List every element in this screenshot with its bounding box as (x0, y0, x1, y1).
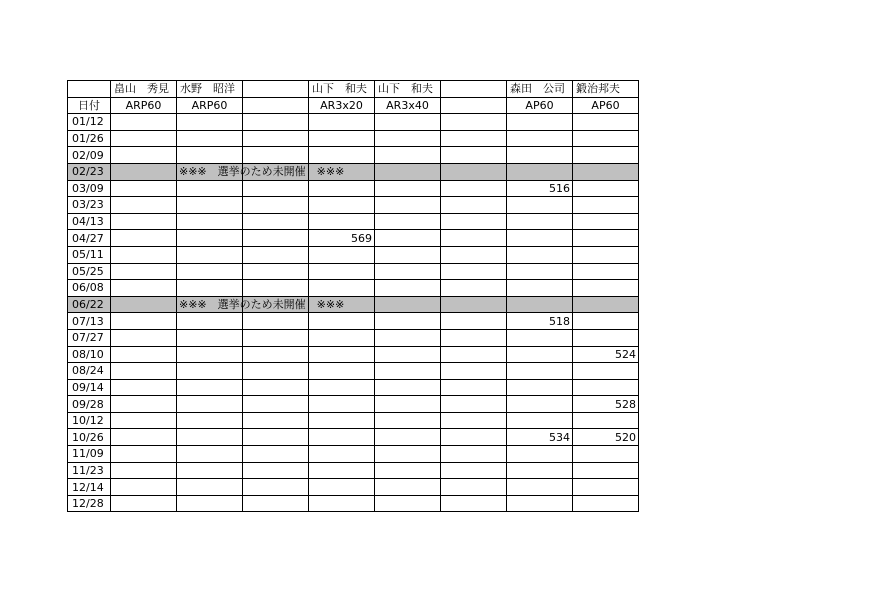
table-row (68, 147, 639, 164)
score-cell (177, 396, 243, 413)
score-cell (111, 429, 177, 446)
table-row (68, 230, 639, 247)
table-row (68, 263, 639, 280)
table-row (68, 280, 639, 297)
score-cell (507, 329, 573, 346)
score-cell (375, 296, 441, 313)
score-cell (243, 479, 309, 496)
score-cell (507, 446, 573, 463)
event-class-cell (441, 97, 507, 114)
score-cell (375, 263, 441, 280)
score-cell (375, 446, 441, 463)
score-cell (441, 429, 507, 446)
score-cell (111, 114, 177, 131)
date-cell: 03/09 (68, 180, 111, 197)
score-cell (507, 296, 573, 313)
score-cell (111, 379, 177, 396)
table-row (68, 412, 639, 429)
score-cell (573, 446, 639, 463)
score-cell (111, 479, 177, 496)
table-row (68, 246, 639, 263)
score-cell (573, 230, 639, 247)
score-cell: 524 (573, 346, 639, 363)
score-cell (111, 329, 177, 346)
score-cell (573, 462, 639, 479)
date-column-header: 日付 (68, 97, 111, 114)
score-cell (375, 313, 441, 330)
score-cell (507, 147, 573, 164)
shooter-name-cell: 山下 和夫 (309, 81, 375, 98)
score-cell (375, 197, 441, 214)
header-name-row (68, 81, 639, 98)
date-cell: 12/14 (68, 479, 111, 496)
score-cell (177, 246, 243, 263)
score-cell (309, 396, 375, 413)
score-cell (573, 495, 639, 512)
shooter-name-cell (441, 81, 507, 98)
score-cell (309, 412, 375, 429)
score-cell (375, 147, 441, 164)
score-cell (375, 495, 441, 512)
score-cell (243, 346, 309, 363)
score-cell (375, 396, 441, 413)
score-cell (573, 479, 639, 496)
date-cell: 03/23 (68, 197, 111, 214)
score-cell (309, 147, 375, 164)
score-cell (243, 213, 309, 230)
score-cell: 516 (507, 180, 573, 197)
score-cell: 569 (309, 230, 375, 247)
score-cell: 520 (573, 429, 639, 446)
score-cell (243, 329, 309, 346)
event-class-cell: AP60 (573, 97, 639, 114)
table-row (68, 429, 639, 446)
date-cell: 02/23 (68, 163, 111, 180)
table-row (68, 329, 639, 346)
table-row (68, 379, 639, 396)
score-cell (309, 246, 375, 263)
score-cell (243, 180, 309, 197)
score-cell (111, 296, 177, 313)
cancellation-notice-cell (177, 296, 345, 313)
score-cell (243, 280, 309, 297)
score-cell (441, 313, 507, 330)
score-cell (309, 363, 375, 380)
cancellation-notice-cell (177, 163, 345, 180)
shooter-name-cell: 水野 昭洋 (177, 81, 243, 98)
score-cell: 534 (507, 429, 573, 446)
event-class-cell (243, 97, 309, 114)
score-cell (177, 462, 243, 479)
score-cell (111, 180, 177, 197)
cancellation-notice: ※※※ 選挙のため未開催 ※※※ (179, 297, 345, 311)
score-cell (573, 263, 639, 280)
score-cell (309, 197, 375, 214)
date-cell: 06/08 (68, 280, 111, 297)
score-cell (243, 197, 309, 214)
score-cell (507, 280, 573, 297)
score-cell (243, 313, 309, 330)
score-cell (441, 180, 507, 197)
score-cell (375, 329, 441, 346)
score-cell (507, 412, 573, 429)
score-cell (111, 197, 177, 214)
date-cell: 01/26 (68, 130, 111, 147)
date-cell: 09/28 (68, 396, 111, 413)
score-cell (111, 346, 177, 363)
score-cell (243, 396, 309, 413)
score-cell (177, 412, 243, 429)
score-cell (441, 379, 507, 396)
score-cell (441, 147, 507, 164)
score-cell (177, 363, 243, 380)
score-cell (243, 263, 309, 280)
score-cell (111, 313, 177, 330)
score-cell (243, 429, 309, 446)
score-cell (177, 147, 243, 164)
score-cell (573, 313, 639, 330)
date-cell: 08/10 (68, 346, 111, 363)
score-cell (177, 230, 243, 247)
score-cell (375, 180, 441, 197)
score-cell (309, 313, 375, 330)
score-cell (441, 163, 507, 180)
score-cell (243, 412, 309, 429)
score-cell (441, 197, 507, 214)
score-cell (309, 180, 375, 197)
score-cell (441, 114, 507, 131)
table-row (68, 462, 639, 479)
cancellation-notice: ※※※ 選挙のため未開催 ※※※ (179, 164, 345, 178)
score-cell (573, 329, 639, 346)
score-cell (243, 130, 309, 147)
event-class-cell: AP60 (507, 97, 573, 114)
score-cell (177, 180, 243, 197)
score-cell (309, 346, 375, 363)
score-cell (243, 495, 309, 512)
score-cell (375, 246, 441, 263)
date-cell: 07/13 (68, 313, 111, 330)
date-cell: 10/12 (68, 412, 111, 429)
score-cell (507, 346, 573, 363)
event-class-cell: ARP60 (111, 97, 177, 114)
score-cell (441, 296, 507, 313)
table-row (68, 114, 639, 131)
score-cell (375, 280, 441, 297)
score-cell (441, 495, 507, 512)
score-cell (243, 147, 309, 164)
score-cell (177, 197, 243, 214)
score-cell (243, 462, 309, 479)
cancelled-row (68, 163, 639, 180)
score-cell (309, 114, 375, 131)
score-cell (441, 263, 507, 280)
score-cell (309, 379, 375, 396)
score-cell (177, 495, 243, 512)
score-cell (177, 313, 243, 330)
score-cell (309, 130, 375, 147)
score-cell (441, 346, 507, 363)
score-cell (309, 280, 375, 297)
score-cell (375, 163, 441, 180)
score-cell (111, 213, 177, 230)
date-cell: 11/09 (68, 446, 111, 463)
table-row (68, 479, 639, 496)
score-cell (177, 130, 243, 147)
score-cell (507, 495, 573, 512)
score-cell (111, 462, 177, 479)
score-cell (111, 130, 177, 147)
score-cell (441, 329, 507, 346)
score-cell (243, 446, 309, 463)
score-cell (111, 396, 177, 413)
score-cell (243, 230, 309, 247)
score-cell (309, 479, 375, 496)
score-cell (243, 114, 309, 131)
score-cell (177, 329, 243, 346)
score-cell (441, 396, 507, 413)
score-cell (573, 246, 639, 263)
score-cell (573, 213, 639, 230)
score-cell (375, 130, 441, 147)
date-cell: 04/13 (68, 213, 111, 230)
score-cell: 518 (507, 313, 573, 330)
score-cell (441, 213, 507, 230)
date-cell: 02/09 (68, 147, 111, 164)
score-cell (441, 462, 507, 479)
score-cell (441, 363, 507, 380)
score-cell (177, 263, 243, 280)
score-cell (507, 213, 573, 230)
score-cell (375, 379, 441, 396)
score-cell (375, 346, 441, 363)
score-cell (375, 479, 441, 496)
score-cell (111, 280, 177, 297)
event-class-cell: AR3x40 (375, 97, 441, 114)
score-cell (111, 412, 177, 429)
score-cell (111, 246, 177, 263)
score-cell (177, 379, 243, 396)
score-cell (441, 479, 507, 496)
score-cell (375, 462, 441, 479)
score-cell (111, 363, 177, 380)
event-class-cell: ARP60 (177, 97, 243, 114)
date-cell: 12/28 (68, 495, 111, 512)
date-cell: 06/22 (68, 296, 111, 313)
table-row (68, 130, 639, 147)
score-cell (375, 412, 441, 429)
score-cell (441, 412, 507, 429)
score-cell (177, 114, 243, 131)
date-cell: 11/23 (68, 462, 111, 479)
score-cell (111, 263, 177, 280)
score-cell: 528 (573, 396, 639, 413)
score-cell (573, 197, 639, 214)
score-cell (573, 147, 639, 164)
cancelled-row (68, 296, 639, 313)
score-cell (243, 379, 309, 396)
shooter-name-cell (243, 81, 309, 98)
table-row (68, 346, 639, 363)
table-row (68, 396, 639, 413)
score-cell (375, 114, 441, 131)
date-cell: 09/14 (68, 379, 111, 396)
score-cell (573, 379, 639, 396)
date-cell: 10/26 (68, 429, 111, 446)
shooter-name-cell: 山下 和夫 (375, 81, 441, 98)
score-cell (507, 197, 573, 214)
event-class-cell: AR3x20 (309, 97, 375, 114)
date-cell: 07/27 (68, 329, 111, 346)
shooter-name-cell: 畠山 秀見 (111, 81, 177, 98)
score-cell (111, 230, 177, 247)
score-cell (309, 446, 375, 463)
table-row (68, 180, 639, 197)
score-cell (441, 446, 507, 463)
score-cell (573, 296, 639, 313)
score-cell (309, 462, 375, 479)
score-cell (507, 479, 573, 496)
score-cell (507, 246, 573, 263)
score-cell (507, 114, 573, 131)
header-corner-cell (68, 81, 111, 98)
score-cell (507, 379, 573, 396)
score-cell (177, 479, 243, 496)
score-cell (573, 114, 639, 131)
table-row (68, 495, 639, 512)
score-cell (441, 280, 507, 297)
score-cell (375, 230, 441, 247)
score-cell (309, 429, 375, 446)
date-cell: 05/25 (68, 263, 111, 280)
score-cell (375, 363, 441, 380)
score-cell (507, 263, 573, 280)
score-cell (573, 412, 639, 429)
score-cell (507, 396, 573, 413)
date-cell: 04/27 (68, 230, 111, 247)
score-cell (441, 230, 507, 247)
score-cell (177, 429, 243, 446)
score-cell (177, 213, 243, 230)
table-row (68, 363, 639, 380)
score-cell (309, 329, 375, 346)
score-table (67, 80, 639, 512)
score-cell (111, 147, 177, 164)
score-cell (243, 363, 309, 380)
score-cell (573, 130, 639, 147)
score-cell (177, 346, 243, 363)
score-cell (507, 363, 573, 380)
table-row (68, 446, 639, 463)
score-cell (309, 495, 375, 512)
score-cell (507, 163, 573, 180)
score-cell (573, 163, 639, 180)
score-cell (375, 213, 441, 230)
table-row (68, 197, 639, 214)
score-cell (507, 230, 573, 247)
shooter-name-cell: 森田 公司 (507, 81, 573, 98)
score-cell (111, 163, 177, 180)
score-cell (309, 263, 375, 280)
date-cell: 05/11 (68, 246, 111, 263)
score-cell (441, 246, 507, 263)
score-cell (441, 130, 507, 147)
score-cell (243, 246, 309, 263)
score-cell (177, 446, 243, 463)
score-cell (573, 363, 639, 380)
score-cell (375, 429, 441, 446)
date-cell: 01/12 (68, 114, 111, 131)
score-cell (309, 213, 375, 230)
score-cell (177, 280, 243, 297)
score-cell (111, 495, 177, 512)
date-cell: 08/24 (68, 363, 111, 380)
table-row (68, 313, 639, 330)
score-cell (111, 446, 177, 463)
score-cell (507, 130, 573, 147)
score-cell (573, 180, 639, 197)
score-cell (507, 462, 573, 479)
table-row (68, 213, 639, 230)
shooter-name-cell: 鍛治邦夫 (573, 81, 639, 98)
score-cell (573, 280, 639, 297)
header-class-row (68, 97, 639, 114)
